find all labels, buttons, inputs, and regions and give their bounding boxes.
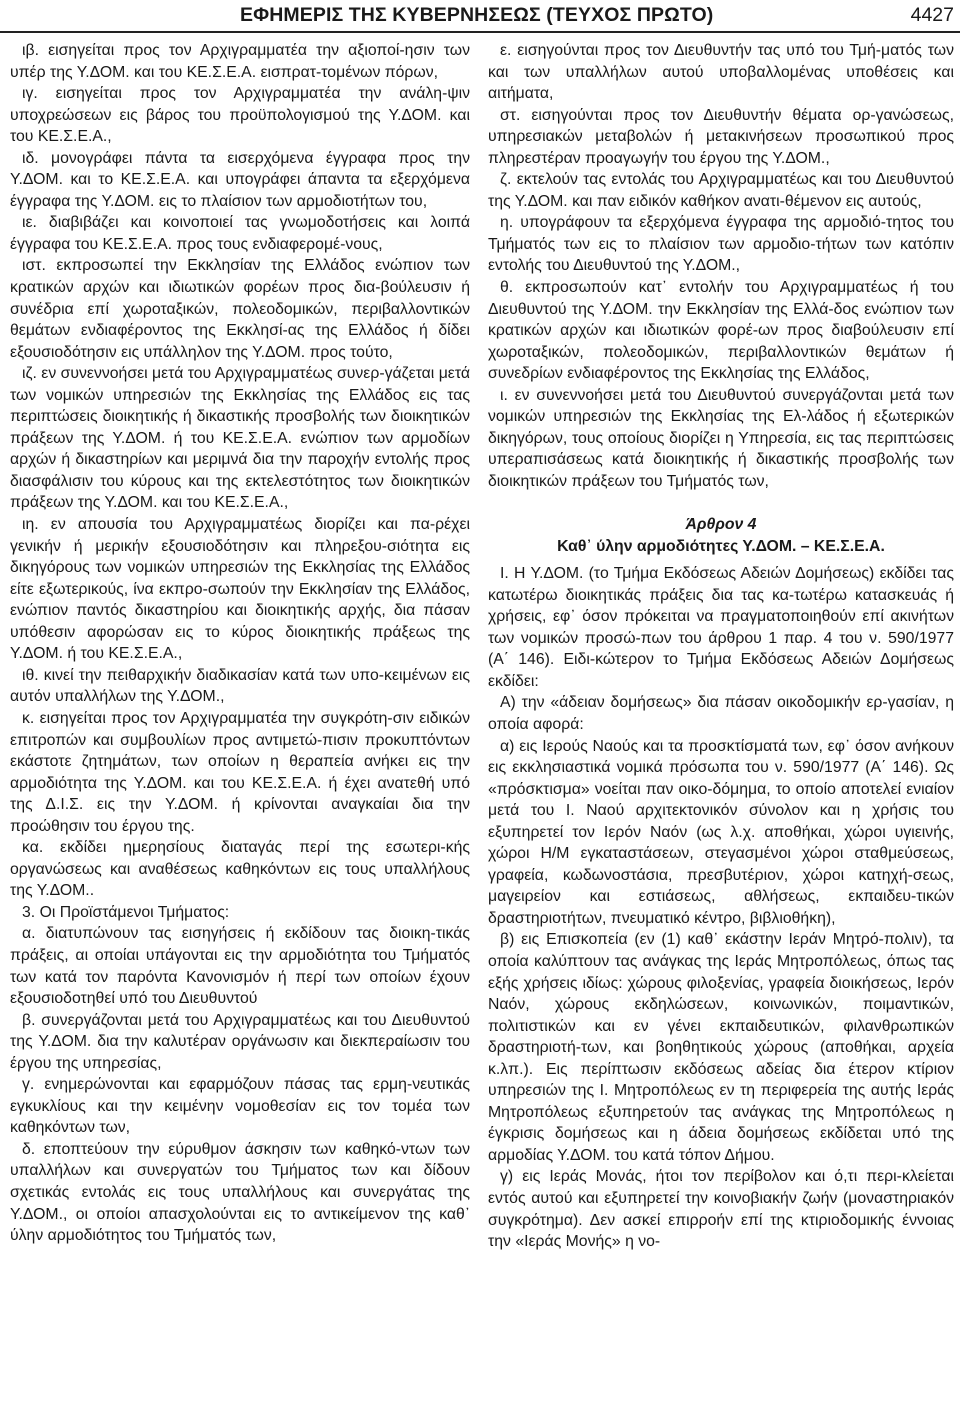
- paragraph: κ. εισηγείται προς τον Αρχιγραμματέα την συγκρότη-σιν ειδικών επιτροπών και συμβουλίων προς αντιμετώ-πισιν προκυπτόντων εκάστοτε ζητημάτων, των οποίων η θεραπεία ανήκει εις την αρμοδιότητα της Υ.ΔΟΜ. και του ΚΕ.Σ.Ε.Α. ή έχει ανατεθή υπό της Δ.Ι.Σ. εις την Υ.ΔΟΜ. ή κρίνονται αναγκαίαι δια την προώθησιν του έργου της.: [10, 709, 470, 835]
- paragraph: α) εις Ιερούς Ναούς και τα προσκτίσματά των, εφ᾽ όσον ανήκουν εις εκκλησιαστικά νομικά πρόσωπα του ν. 590/1977 (Α΄ 146). Ως «πρόσκτισμα» νοείται παν οικο-δόμημα, το οποίο αποτελεί ενιαίον μετά του Ι. Ναού αρχιτεκτονικόν σύνολον και η χρήσις του εξυπηρετεί τον Ιερόν Ναόν (ως λ.χ. αποθήκαι, χώροι υγιεινής, χώροι Η/Μ εγκαταστάσεων, στεγασμένοι χώροι σταθμεύσεως, γραφεία, κωδωνοστάσια, πρεσβυτέριον, χώροι κατηχή-σεως, μαγειρείον και εστιάσεως, αθλήσεως, εκπαιδευ-τικών δραστηριοτήτων, πνευματικό κέντρο, βιβλιοθήκη),: [488, 737, 954, 927]
- paragraph: ζ. εκτελούν τας εντολάς του Αρχιγραμματέως και του Διευθυντού της Υ.ΔΟΜ. και παν ειδικόν καθήκον ανατι-θέμενον εις αυτούς,: [488, 171, 954, 210]
- paragraph: ιε. διαβιβάζει και κοινοποιεί τας γνωμοδοτήσεις και λοιπά έγγραφα του ΚΕ.Σ.Ε.Α. προς τους ενδιαφερομέ-νους,: [10, 214, 470, 253]
- paragraph: γ) εις Ιεράς Μονάς, ήτοι τον περίβολον και ό,τι περι-κλείεται εντός αυτού και εξυπηρετεί την κοινοβιακήν ζωήν (μοναστηριακόν συγκρότημα). Δεν ασκεί επιρροήν επί της κτιριοδομικής έννοιας την «Ιεράς Μονής» η νο-: [488, 1168, 954, 1251]
- paragraph: ιστ. εκπροσωπεί την Εκκλησίαν της Ελλάδος ενώπιον των κρατικών αρχών και ιδιωτικών φορέων προς δια-βούλευσιν ή συνέδρια επί χωροταξικών, πολεοδομικών, περιβαλλοντικών θεμάτων ενδιαφέροντος της Εκκλησί-ας της Ελλάδος ή δίδει εξουσιοδότησιν εις υπάλληλον της Υ.ΔΟΜ. προς τούτο,: [10, 257, 470, 361]
- spacer: [488, 492, 954, 514]
- article-title: Καθ᾽ ύλην αρμοδιότητες Υ.ΔΟΜ. – ΚΕ.Σ.Ε.Α.: [557, 537, 885, 555]
- paragraph: α. διατυπώνουν τας εισηγήσεις ή εκδίδουν τας διοικη-τικάς πράξεις, αι οποίαι υπάγονται εις την αρμοδιότητα του Τμήματός των κατά τον παρόντα Κανονισμόν ή περί των οποίων έχουν εξουσιοδοτηθεί υπό του Διευθυντού: [10, 925, 470, 1008]
- paragraph: ιη. εν απουσία του Αρχιγραμματέως διορίζει και πα-ρέχει γενικήν ή μερικήν εξουσιοδότησιν και πληρεξου-σιότητα εις δικηγόρους των νομικών υπηρεσιών της Εκκλησίας της Ελλάδος είτε εξωτερικούς, ίνα εκπρο-σωπούν την Εκκλησίαν της Ελλάδος, ενώπιον παντός δικαστηρίου και διοικητικής αρχής, δια πάσαν υπόθεσιν αφορώσαν εις το κύρος διοικητικής πράξεως της Υ.ΔΟΜ. ή του ΚΕ.Σ.Ε.Α.,: [10, 516, 470, 663]
- paragraph: δ. εποπτεύουν την εύρυθμον άσκησιν των καθηκό-ντων των υπαλλήλων και συνεργατών του Τμήματος των και δίδουν σχετικάς εντολάς εις τους υπαλλήλους και συνεργάτας της Υ.ΔΟΜ., οι οποίοι απασχολούνται εις το αντικείμενον της καθ᾽ ύλην αρμοδιότητος του Τμήματός των,: [10, 1140, 470, 1245]
- paragraph: 3. Οι Προϊστάμενοι Τμήματος:: [22, 903, 230, 921]
- paragraph: ι. εν συνεννοήσει μετά του Διευθυντού συνεργάζονται μετά των νομικών υπηρεσιών της Εκκλησίας της Ελ-λάδος ή εξωτερικών δικηγόρων, τους οποίους διορίζει η Υπηρεσία, εις τας περιπτώσεις υπεραπισάσεως κατά διοικητικής ή δικαστικής προσβολής των διοικητικών πράξεων του Τμήματός των,: [488, 386, 954, 490]
- header-rule: [0, 31, 960, 33]
- page-header: [0, 0, 960, 36]
- paragraph: ε. εισηγούνται προς τον Διευθυντήν τας υπό του Τμή-ματός των και των υπαλλήλων αυτού υποβαλλομένας υποθέσεις και αιτήματα,: [488, 42, 954, 103]
- paragraph: ιζ. εν συνεννοήσει μετά του Αρχιγραμματέως συνερ-γάζεται μετά των νομικών υπηρεσιών της Εκκλησίας της Ελλάδος εις τας περιπτώσεις διοικητικής ή δικαστικής προσβολής των διοικητικών πράξεων της Υ.ΔΟΜ. ή του ΚΕ.Σ.Ε.Α. ενώπιον των αρμοδίων αρχών ή δικαστηρίων και μεριμνά δια την παροχήν εντολής προς διασφάλισιν του κύρους και της εκτελεστότητος των διοικητικών πράξεων της Υ.ΔΟΜ. και του ΚΕ.Σ.Ε.Α.,: [10, 365, 470, 512]
- paragraph: ιθ. κινεί την πειθαρχικήν διαδικασίαν κατά των υπο-κειμένων εις αυτόν υπαλλήλων της Υ.ΔΟΜ.,: [10, 666, 470, 706]
- paragraph: στ. εισηγούνται προς τον Διευθυντήν θέματα ορ-γανώσεως, υπηρεσιακών μεταβολών ή μετακινήσεων προσωπικού προς πληρεστέραν προαγωγήν του έργου της Υ.ΔΟΜ.,: [488, 106, 954, 167]
- paragraph: γ. ενημερώνονται και εφαρμόζουν πάσας τας ερμη-νευτικάς εγκυκλίους και την κειμένην νομοθεσίαν εις τον τομέα των καθηκόντων των,: [10, 1076, 470, 1137]
- paragraph: ιβ. εισηγείται προς τον Αρχιγραμματέα την αξιοποί-ησιν των υπέρ της Υ.ΔΟΜ. και του ΚΕ.Σ.Ε.Α. εισπρατ-τομένων πόρων,: [10, 42, 470, 81]
- paragraph: ιγ. εισηγείται προς τον Αρχιγραμματέα την ανάλη-ψιν υποχρεώσεων εις βάρος του προϋπολογισμού της Υ.ΔΟΜ. και του ΚΕ.Σ.Ε.Α.,: [10, 85, 470, 146]
- paragraph: ιδ. μονογράφει πάντα τα εισερχόμενα έγγραφα προς την Υ.ΔΟΜ. και το ΚΕ.Σ.Ε.Α. και υπογράφει άπαντα τα εξερχόμενα έγγραφα της Υ.ΔΟΜ. εις το πλαίσιον των αρμοδιοτήτων του,: [10, 149, 470, 210]
- page-number: 4427: [910, 4, 954, 26]
- paragraph: Α) την «άδειαν δομήσεως» δια πάσαν οικοδομικήν ερ-γασίαν, η οποία αφορά:: [488, 694, 954, 733]
- paragraph: κα. εκδίδει ημερησίους διαταγάς περί της εσωτερι-κής οργανώσεως και αναθέσεως καθηκόντων εις τους υπαλλήλους της Υ.ΔΟΜ..: [10, 839, 470, 900]
- paragraph: η. υπογράφουν τα εξερχόμενα έγγραφα της αρμοδιό-τητος του Τμήματός των εις το πλαίσιον των αρμοδιο-τήτων των κατόπιν εντολής του Διευθυντού της Υ.ΔΟΜ.,: [488, 214, 954, 275]
- article-number: Άρθρον 4: [685, 516, 757, 534]
- left-column: [10, 40, 470, 1247]
- paragraph: β) εις Επισκοπεία (εν (1) καθ᾽ εκάστην Ιεράν Μητρό-πολιν), τα οποία καλύπτουν τας ανάγκας της Ιεράς Μητροπόλεως, όπως τας εξής χρήσεις ιδίως: χώρους φιλοξενίας, γραφεία διοικήσεως, Ιερόν Ναόν, χώρους εκδηλώσεων, κοινωνικών, ποιμαντικών, πολιτιστικών και εν γένει εκπαιδευτικών, φιλανθρωπικών δραστηριοτή-των, και βοηθητικούς χώρους (αποθήκαι, αρχεία κ.λπ.). Εις περίπτωσιν εκδόσεως αδείας δια έτερον κτίριον υπηρεσιών της Ι. Μητροπόλεως εν τη περιφερεία της αυτής Ιεράς Μητροπόλεως εξυπηρετούν τας ανάγκας της Μητροπόλεως η έγκρισις δομήσεως και η άδεια δομήσεως εκδίδεται υπό της αρμοδίας Υ.ΔΟΜ. του κατά τόπον Δήμου.: [488, 931, 954, 1164]
- paragraph: θ. εκπροσωπούν κατ᾽ εντολήν του Αρχιγραμματέως ή του Διευθυντού της Υ.ΔΟΜ. την Εκκλησίαν της Ελλά-δος ενώπιον των κρατικών αρχών και ιδιωτικών φορέ-ων προς διαβούλευσιν επί χωροταξικών, πολεοδομικών, περιβαλλοντικών θεμάτων ή συνεδρίων ενδιαφέροντος της Εκκλησίας της Ελλάδος,: [488, 279, 954, 383]
- paragraph: Ι. Η Υ.ΔΟΜ. (το Τμήμα Εκδόσεως Αδειών Δομήσεως) εκδίδει τας κατωτέρω διοικητικάς πράξεις δια τας κα-τωτέρω κατασκευάς ή χρήσεις, εφ᾽ όσον πρόκειται να πραγματοποιηθούν επί ακινήτων των νομικών προσώ-πων του άρθρου 1 παρ. 4 του ν. 590/1977 (Α΄ 146). Ειδι-κώτερον το Τμήμα Εκδόσεως Αδειών Δομήσεως εκδίδει:: [488, 565, 954, 690]
- paragraph: β. συνεργάζονται μετά του Αρχιγραμματέως και του Διευθυντού της Υ.ΔΟΜ. δια την καλυτέραν οργάνωσιν και διεκπεραίωσιν του έργου της υπηρεσίας,: [10, 1011, 470, 1072]
- gazette-title: ΕΦΗΜΕΡΙΣ ΤΗΣ ΚΥΒΕΡΝΗΣΕΩΣ (ΤΕΥΧΟΣ ΠΡΩΤΟ): [240, 4, 714, 26]
- right-column: [488, 40, 954, 1253]
